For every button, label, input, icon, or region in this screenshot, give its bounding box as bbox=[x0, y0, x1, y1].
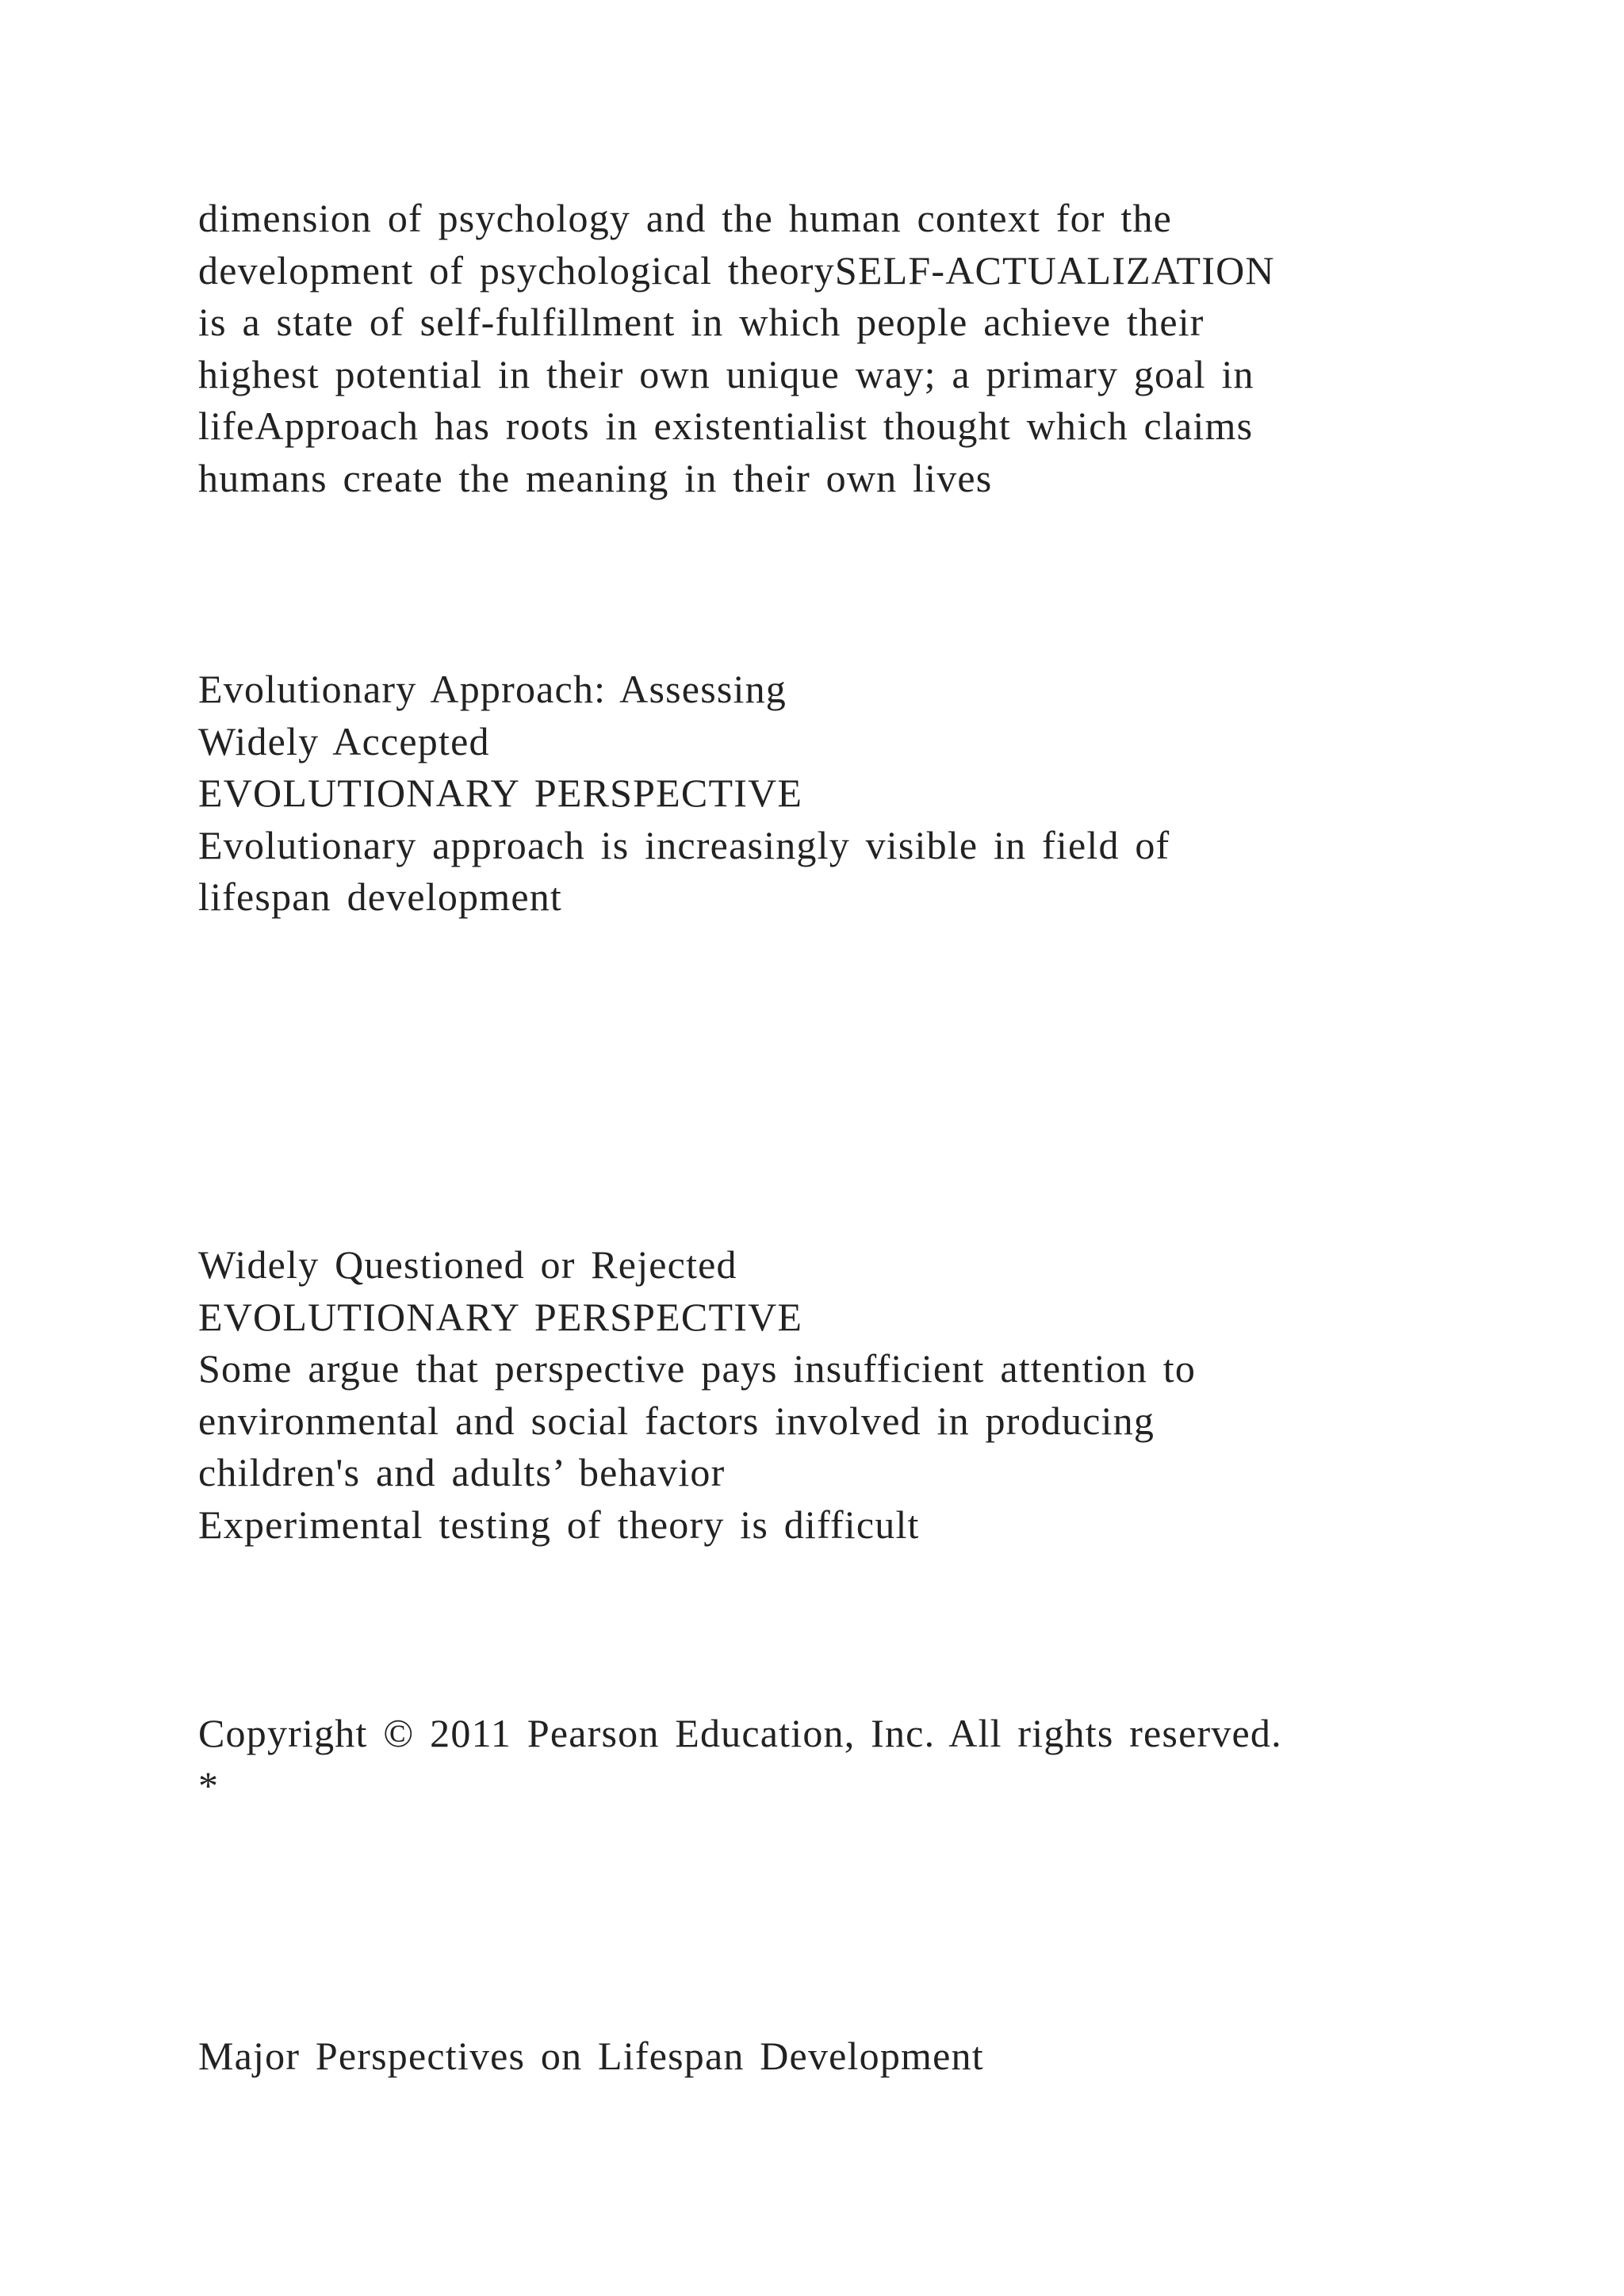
text-line: humans create the meaning in their own lives bbox=[198, 455, 993, 500]
text-line: development of psychological theorySELF-ACTUALIZATION bbox=[198, 247, 1275, 293]
text-line: EVOLUTIONARY PERSPECTIVE bbox=[198, 1294, 803, 1339]
text-line: highest potential in their own unique way; a primary goal in bbox=[198, 351, 1254, 396]
section-heading: Evolutionary Approach: Assessing bbox=[198, 667, 787, 711]
text-block-humanistic bbox=[198, 193, 1467, 504]
text-block-major-perspectives bbox=[198, 2030, 1467, 2083]
text-line: lifespan development bbox=[198, 874, 563, 919]
text-line: EVOLUTIONARY PERSPECTIVE bbox=[198, 771, 803, 815]
text-line: * bbox=[198, 1762, 220, 1808]
text-line: children's and adults’ behavior bbox=[198, 1450, 726, 1494]
text-line: Widely Questioned or Rejected bbox=[198, 1242, 737, 1287]
section-heading: Major Perspectives on Lifespan Development bbox=[198, 2034, 984, 2078]
text-line: is a state of self-fulfillment in which people achieve their bbox=[198, 300, 1205, 344]
text-line: dimension of psychology and the human context for the bbox=[198, 196, 1173, 240]
copyright-line: Copyright © 2011 Pearson Education, Inc. All rights reserved. bbox=[198, 1711, 1282, 1755]
text-block-evolutionary-questioned bbox=[198, 1239, 1467, 1551]
text-line: Some argue that perspective pays insufficient attention to bbox=[198, 1346, 1197, 1391]
text-block-copyright bbox=[198, 1708, 1467, 1812]
text-line: lifeApproach has roots in existentialist thought which claims bbox=[198, 404, 1254, 448]
text-line: Widely Accepted bbox=[198, 718, 490, 763]
text-line: Experimental testing of theory is difficult bbox=[198, 1502, 920, 1547]
text-block-evolutionary-accepted bbox=[198, 664, 1467, 924]
text-line: Evolutionary approach is increasingly visible in field of bbox=[198, 822, 1170, 867]
text-line: environmental and social factors involved in producing bbox=[198, 1398, 1155, 1443]
